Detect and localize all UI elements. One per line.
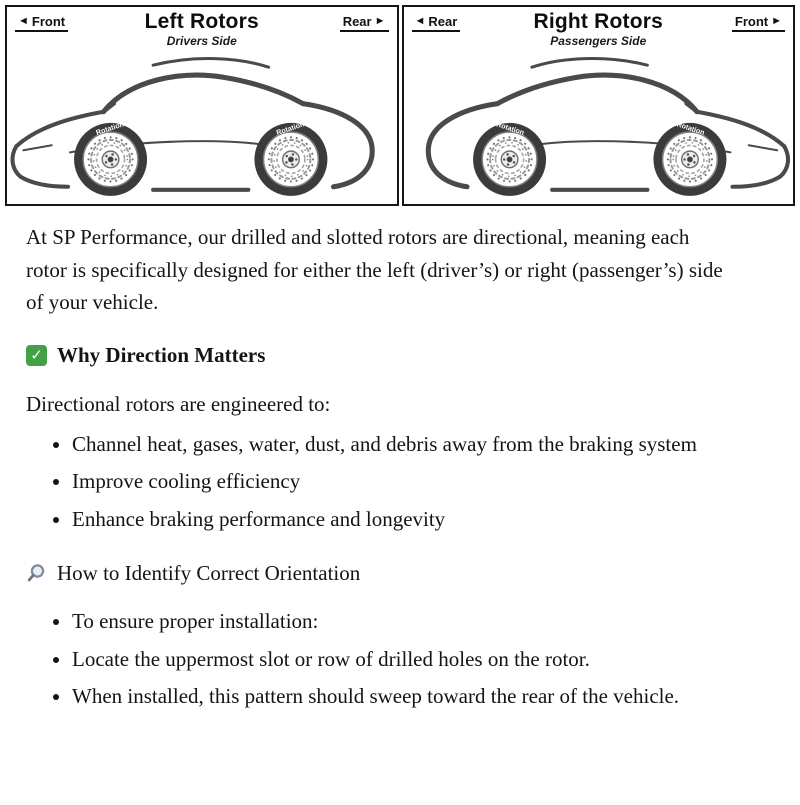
front-label-text: Front	[734, 14, 769, 29]
rear-direction-label	[412, 14, 461, 32]
rotation-arrow-icon	[129, 122, 138, 129]
section-heading-why-direction	[26, 343, 770, 368]
car-illustration-right	[404, 52, 794, 204]
rear-direction-label	[340, 14, 389, 32]
front-label-text: Front	[31, 14, 66, 29]
rotation-label: Rotation	[275, 120, 306, 137]
left-panel-header	[7, 10, 397, 52]
rotation-arrow-icon	[482, 122, 491, 129]
rotation-label: Rotation	[494, 120, 525, 137]
panel-subtitle: Drivers Side	[166, 34, 237, 48]
orientation-bullet-list	[26, 606, 706, 713]
right-arrow-icon: ►	[771, 15, 782, 27]
rotor-direction-diagram	[5, 5, 795, 206]
left-rotors-panel	[5, 5, 399, 206]
intro-paragraph: At SP Performance, our drilled and slotted rotors are directional, meaning each rotor is specifically designed for either the left (driver’s) or right (passenger’s) side of your vehicle.	[26, 225, 723, 315]
list-item: • Channel heat, gases, water, dust, and debris away from the braking system	[72, 429, 706, 461]
lead-paragraph: Directional rotors are engineered to:	[26, 391, 331, 416]
list-item: • Locate the uppermost slot or row of drilled holes on the rotor.	[72, 644, 706, 676]
right-panel-header	[404, 10, 794, 52]
right-rotors-panel	[402, 5, 796, 206]
rotation-label: Rotation	[95, 120, 125, 137]
rotation-arrow-icon	[309, 122, 318, 129]
section-heading-text: Why Direction Matters	[57, 342, 266, 367]
section-heading-text: How to Identify Correct Orientation	[57, 561, 361, 586]
rotation-arrow-icon	[662, 122, 671, 129]
check-icon: ✓	[26, 345, 47, 366]
front-direction-label	[15, 14, 68, 32]
rear-label-text: Rear	[428, 14, 458, 29]
magnifier-icon	[26, 563, 47, 584]
front-direction-label	[732, 14, 785, 32]
panel-title: Right Rotors	[533, 10, 664, 33]
list-item: • To ensure proper installation:	[72, 606, 706, 638]
rear-label-text: Rear	[342, 14, 372, 29]
car-illustration-left	[7, 52, 397, 204]
section-heading-orientation	[26, 561, 770, 586]
right-arrow-icon: ►	[374, 15, 386, 27]
list-item: • Enhance braking performance and longevity	[72, 504, 706, 536]
rotation-label: Rotation	[675, 120, 705, 137]
panel-subtitle: Passengers Side	[550, 34, 647, 48]
panel-title: Left Rotors	[144, 10, 259, 33]
why-direction-bullet-list	[26, 429, 706, 536]
list-item: • Improve cooling efficiency	[72, 466, 706, 498]
article-body	[0, 221, 800, 713]
list-item: • When installed, this pattern should sweep toward the rear of the vehicle.	[72, 681, 706, 713]
left-arrow-icon: ◄	[414, 15, 426, 27]
left-arrow-icon: ◄	[18, 15, 29, 27]
